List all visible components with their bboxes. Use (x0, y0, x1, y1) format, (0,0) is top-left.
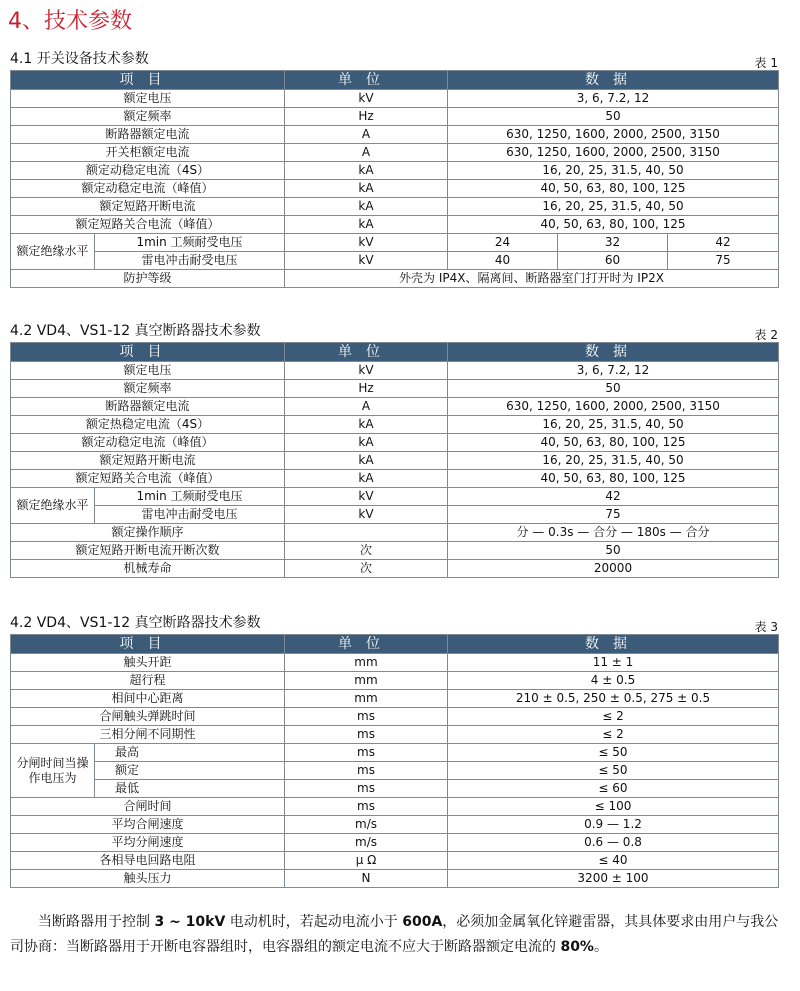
table-number-1: 表 1 (754, 56, 778, 70)
unit-cell: m/s (285, 834, 448, 852)
value-cell: 3200 ± 100 (448, 870, 779, 888)
table-number-2: 表 2 (754, 328, 778, 342)
header-item: 项目 (11, 635, 285, 654)
section-heading-4-2: 4.2 VD4、VS1-12 真空断路器技术参数 (10, 323, 261, 339)
unit-cell: ms (285, 744, 448, 762)
value-cell: 630, 1250, 1600, 2000, 2500, 3150 (448, 126, 779, 144)
unit-cell: kV (285, 90, 448, 108)
table-row (11, 416, 779, 434)
item-cell: 1min 工频耐受电压 (95, 234, 285, 252)
value-cell: 0.9 — 1.2 (448, 816, 779, 834)
unit-cell: kV (285, 234, 448, 252)
item-cell: 额定动稳定电流（峰值） (11, 434, 285, 452)
table-header-row (11, 343, 779, 362)
table-switchgear-params (10, 70, 779, 288)
table-row (11, 180, 779, 198)
unit-cell: kA (285, 180, 448, 198)
item-cell: 雷电冲击耐受电压 (95, 506, 285, 524)
item-cell: 额定操作顺序 (11, 524, 285, 542)
item-cell: 额定电压 (11, 362, 285, 380)
footnote-emphasis: 600A (402, 914, 443, 930)
unit-cell: m/s (285, 816, 448, 834)
section-heading-4-2-b: 4.2 VD4、VS1-12 真空断路器技术参数 (10, 615, 261, 631)
page-title: 4、技术参数 (8, 9, 132, 34)
value-cell: 16, 20, 25, 31.5, 40, 50 (448, 162, 779, 180)
value-cell: 630, 1250, 1600, 2000, 2500, 3150 (448, 144, 779, 162)
value-cell: 60 (558, 252, 668, 270)
table-row (11, 816, 779, 834)
table-row (11, 488, 779, 506)
header-unit: 单位 (285, 71, 448, 90)
unit-cell: A (285, 398, 448, 416)
unit-cell (285, 524, 448, 542)
item-cell: 额定频率 (11, 108, 285, 126)
group-label-insulation: 额定绝缘水平 (11, 234, 95, 270)
table-row (11, 834, 779, 852)
value-cell: 40, 50, 63, 80, 100, 125 (448, 434, 779, 452)
table-row (11, 380, 779, 398)
item-cell: 1min 工频耐受电压 (95, 488, 285, 506)
footnote-text: ，必须加金属氧化锌避雷器，其具体要求由用户与我公司协商：当断路器用于开断电容器组时，电容器组的额定电流不应大于断路器额定电流的 (10, 914, 779, 955)
unit-cell: ms (285, 708, 448, 726)
value-cell: 11 ± 1 (448, 654, 779, 672)
value-cell: 24 (448, 234, 558, 252)
header-item: 项目 (11, 343, 285, 362)
header-data: 数据 (448, 71, 779, 90)
table-header-row (11, 71, 779, 90)
item-cell: 开关柜额定电流 (11, 144, 285, 162)
unit-cell: ms (285, 798, 448, 816)
unit-cell: kA (285, 198, 448, 216)
value-cell: 40, 50, 63, 80, 100, 125 (448, 180, 779, 198)
value-cell: 50 (448, 108, 779, 126)
unit-cell: ms (285, 780, 448, 798)
table-row (11, 216, 779, 234)
table-row (11, 762, 779, 780)
value-cell: ≤ 100 (448, 798, 779, 816)
unit-cell: μ Ω (285, 852, 448, 870)
item-cell: 平均分闸速度 (11, 834, 285, 852)
table-row (11, 542, 779, 560)
table-row (11, 252, 779, 270)
footnote-text: 电动机时，若起动电流小于 (225, 914, 403, 930)
header-unit: 单位 (285, 343, 448, 362)
item-cell: 额定动稳定电流（4S） (11, 162, 285, 180)
value-cell: 42 (668, 234, 779, 252)
table-row (11, 126, 779, 144)
item-cell: 触头开距 (11, 654, 285, 672)
unit-cell: kA (285, 470, 448, 488)
item-cell: 额定短路关合电流（峰值） (11, 216, 285, 234)
item-cell: 额定 (95, 762, 285, 780)
header-item: 项目 (11, 71, 285, 90)
table-breaker-params (10, 342, 779, 578)
unit-cell: mm (285, 654, 448, 672)
unit-cell: A (285, 126, 448, 144)
footnote-paragraph (10, 910, 780, 960)
unit-cell: kA (285, 416, 448, 434)
table-row (11, 654, 779, 672)
value-cell: 16, 20, 25, 31.5, 40, 50 (448, 452, 779, 470)
value-cell: 16, 20, 25, 31.5, 40, 50 (448, 198, 779, 216)
value-cell: 3, 6, 7.2, 12 (448, 362, 779, 380)
item-cell: 额定频率 (11, 380, 285, 398)
item-cell: 触头压力 (11, 870, 285, 888)
table-row (11, 672, 779, 690)
table-row (11, 708, 779, 726)
value-cell: 40, 50, 63, 80, 100, 125 (448, 216, 779, 234)
table-mechanical-params (10, 634, 779, 888)
item-cell: 机械寿命 (11, 560, 285, 578)
item-cell: 额定电压 (11, 90, 285, 108)
value-cell: 3, 6, 7.2, 12 (448, 90, 779, 108)
footnote-text: 。 (593, 939, 608, 955)
unit-cell: kA (285, 452, 448, 470)
group-label-opening-time: 分闸时间当操作电压为 (11, 744, 95, 798)
unit-cell: ms (285, 726, 448, 744)
table-row (11, 744, 779, 762)
unit-cell: kV (285, 252, 448, 270)
value-cell: ≤ 2 (448, 708, 779, 726)
unit-cell: A (285, 144, 448, 162)
table-row (11, 560, 779, 578)
value-cell: ≤ 40 (448, 852, 779, 870)
value-cell: 40 (448, 252, 558, 270)
value-cell: 4 ± 0.5 (448, 672, 779, 690)
unit-cell: kA (285, 216, 448, 234)
unit-cell: mm (285, 690, 448, 708)
item-cell: 各相导电回路电阻 (11, 852, 285, 870)
unit-cell: Hz (285, 108, 448, 126)
section-heading-4-1: 4.1 开关设备技术参数 (10, 51, 149, 67)
item-cell: 平均合闸速度 (11, 816, 285, 834)
item-cell: 最低 (95, 780, 285, 798)
header-data: 数据 (448, 343, 779, 362)
value-cell: 630, 1250, 1600, 2000, 2500, 3150 (448, 398, 779, 416)
table-row (11, 798, 779, 816)
value-cell: ≤ 50 (448, 762, 779, 780)
table-row (11, 690, 779, 708)
table-row (11, 90, 779, 108)
table-row (11, 524, 779, 542)
table-row (11, 780, 779, 798)
table-row (11, 452, 779, 470)
item-cell: 最高 (95, 744, 285, 762)
value-cell: 40, 50, 63, 80, 100, 125 (448, 470, 779, 488)
unit-cell: N (285, 870, 448, 888)
item-cell: 额定动稳定电流（峰值） (11, 180, 285, 198)
unit-cell: kV (285, 506, 448, 524)
item-cell: 雷电冲击耐受电压 (95, 252, 285, 270)
table-row (11, 270, 779, 288)
unit-cell: mm (285, 672, 448, 690)
value-cell: 外壳为 IP4X、隔离间、断路器室门打开时为 IP2X (285, 270, 779, 288)
header-data: 数据 (448, 635, 779, 654)
table-row (11, 870, 779, 888)
table-row (11, 234, 779, 252)
item-cell: 额定短路关合电流（峰值） (11, 470, 285, 488)
value-cell: 50 (448, 542, 779, 560)
table-row (11, 470, 779, 488)
table-row (11, 852, 779, 870)
value-cell: ≤ 60 (448, 780, 779, 798)
table-row (11, 726, 779, 744)
item-cell: 额定短路开断电流 (11, 198, 285, 216)
footnote-emphasis: 3 ~ 10kV (154, 914, 226, 930)
table-row (11, 144, 779, 162)
item-cell: 相间中心距离 (11, 690, 285, 708)
unit-cell: 次 (285, 542, 448, 560)
unit-cell: kA (285, 434, 448, 452)
value-cell: 分 — 0.3s — 合分 — 180s — 合分 (448, 524, 779, 542)
item-cell: 额定热稳定电流（4S） (11, 416, 285, 434)
item-cell: 三相分闸不同期性 (11, 726, 285, 744)
value-cell: ≤ 2 (448, 726, 779, 744)
unit-cell: 次 (285, 560, 448, 578)
unit-cell: kV (285, 488, 448, 506)
table-number-3: 表 3 (754, 620, 778, 634)
table-row (11, 506, 779, 524)
table-row (11, 434, 779, 452)
header-unit: 单位 (285, 635, 448, 654)
value-cell: 75 (668, 252, 779, 270)
value-cell: 75 (448, 506, 779, 524)
footnote-text: 当断路器用于控制 (38, 914, 155, 930)
item-cell: 防护等级 (11, 270, 285, 288)
table-header-row (11, 635, 779, 654)
item-cell: 合闸时间 (11, 798, 285, 816)
unit-cell: kV (285, 362, 448, 380)
item-cell: 额定短路开断电流 (11, 452, 285, 470)
value-cell: 0.6 — 0.8 (448, 834, 779, 852)
value-cell: ≤ 50 (448, 744, 779, 762)
item-cell: 额定短路开断电流开断次数 (11, 542, 285, 560)
unit-cell: kA (285, 162, 448, 180)
unit-cell: Hz (285, 380, 448, 398)
item-cell: 断路器额定电流 (11, 398, 285, 416)
table-row (11, 198, 779, 216)
item-cell: 断路器额定电流 (11, 126, 285, 144)
table-row (11, 398, 779, 416)
unit-cell: ms (285, 762, 448, 780)
footnote-emphasis: 80% (560, 939, 594, 955)
table-row (11, 162, 779, 180)
value-cell: 50 (448, 380, 779, 398)
value-cell: 42 (448, 488, 779, 506)
group-label-insulation: 额定绝缘水平 (11, 488, 95, 524)
value-cell: 20000 (448, 560, 779, 578)
item-cell: 超行程 (11, 672, 285, 690)
table-row (11, 362, 779, 380)
item-cell: 合闸触头弹跳时间 (11, 708, 285, 726)
value-cell: 32 (558, 234, 668, 252)
table-row (11, 108, 779, 126)
value-cell: 210 ± 0.5, 250 ± 0.5, 275 ± 0.5 (448, 690, 779, 708)
value-cell: 16, 20, 25, 31.5, 40, 50 (448, 416, 779, 434)
